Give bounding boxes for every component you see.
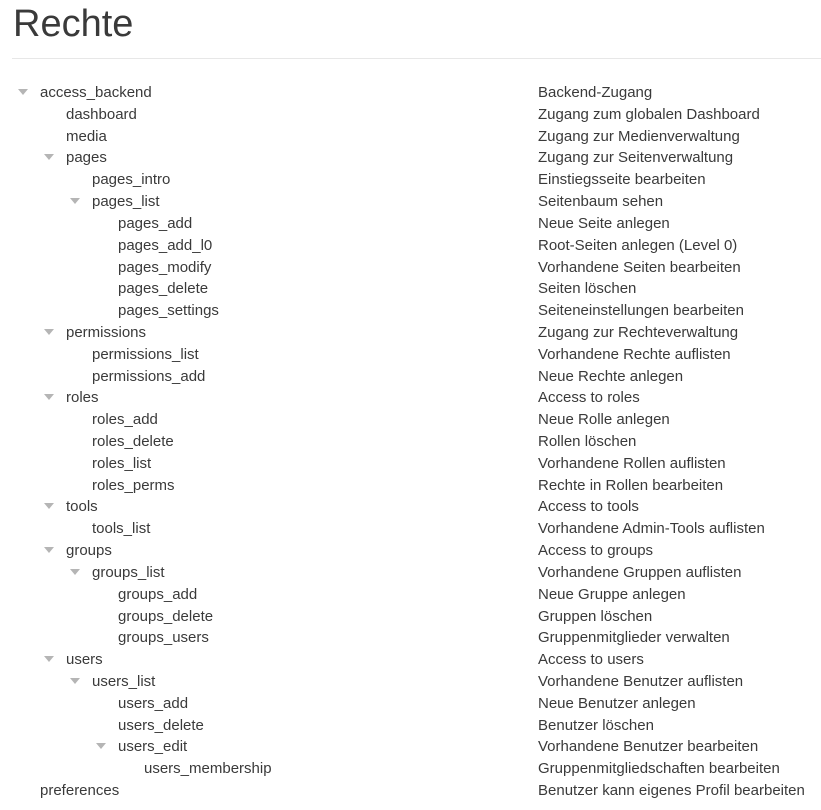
permission-description: Vorhandene Benutzer auflisten (538, 672, 744, 690)
permission-description: Rollen löschen (538, 433, 637, 450)
permission-description: Access to roles (538, 389, 640, 407)
permission-name[interactable]: access_backend (40, 84, 152, 101)
permission-row (0, 606, 821, 628)
collapse-triangle-icon[interactable] (44, 387, 66, 409)
collapse-triangle-icon[interactable] (18, 82, 40, 104)
permission-name[interactable]: roles (66, 389, 99, 407)
permission-row (0, 518, 821, 540)
collapse-triangle-icon (70, 475, 92, 497)
permission-row (0, 344, 821, 366)
collapse-triangle-icon (18, 780, 40, 802)
permission-name[interactable]: tools_list (92, 520, 151, 538)
permission-row (0, 387, 821, 409)
permission-tree-cell (0, 584, 821, 606)
permission-row (0, 278, 821, 300)
permission-tree-cell (0, 606, 821, 628)
permission-row (0, 82, 821, 104)
permission-row (0, 584, 821, 606)
collapse-triangle-icon (96, 606, 118, 628)
permission-name[interactable]: permissions_list (92, 345, 199, 363)
permission-name[interactable]: users_delete (118, 716, 204, 734)
collapse-triangle-icon (70, 366, 92, 388)
permission-description: Access to groups (538, 542, 654, 560)
permission-description: Rechte in Rollen bearbeiten (538, 476, 724, 494)
permission-name[interactable]: pages_settings (118, 302, 219, 320)
permission-row (0, 649, 821, 671)
permission-row (0, 496, 821, 518)
permission-name[interactable]: groups_delete (118, 607, 214, 625)
permission-row (0, 562, 821, 584)
permission-name[interactable]: pages (66, 149, 107, 167)
permission-row (0, 540, 821, 562)
permission-name[interactable]: pages_delete (118, 280, 209, 298)
permission-description: Neue Rolle anlegen (538, 411, 670, 429)
permission-description: Gruppenmitgliedschaften bearbeiten (538, 760, 780, 778)
permission-description: Neue Gruppe anlegen (538, 585, 686, 603)
permission-name[interactable]: pages_intro (92, 171, 171, 189)
permission-name[interactable]: tools (66, 498, 98, 516)
permission-name[interactable]: users_add (118, 694, 189, 712)
permission-tree-cell (0, 540, 821, 562)
permission-row (0, 736, 821, 758)
collapse-triangle-icon (70, 169, 92, 191)
permission-name[interactable]: users_edit (118, 738, 188, 756)
collapse-triangle-icon[interactable] (70, 562, 92, 584)
collapse-triangle-icon (96, 257, 118, 279)
collapse-triangle-icon (96, 693, 118, 715)
collapse-triangle-icon[interactable] (44, 322, 66, 344)
permission-description: Vorhandene Rollen auflisten (538, 454, 726, 472)
permission-row (0, 366, 821, 388)
collapse-triangle-icon (96, 627, 118, 649)
permission-description: Zugang zur Rechteverwaltung (538, 323, 739, 341)
permission-tree-cell (0, 387, 821, 409)
collapse-triangle-icon[interactable] (44, 540, 66, 562)
permission-tree-cell (0, 715, 821, 737)
permission-description: Backend-Zugang (538, 84, 653, 101)
permission-row (0, 235, 821, 257)
permission-description: Vorhandene Gruppen auflisten (538, 563, 742, 581)
permission-tree-cell (0, 496, 821, 518)
permission-tree-cell (0, 366, 821, 388)
permission-name[interactable]: roles_list (92, 454, 152, 472)
collapse-triangle-icon[interactable] (44, 147, 66, 169)
collapse-triangle-icon (70, 453, 92, 475)
permission-tree-cell (0, 213, 821, 235)
permission-row (0, 191, 821, 213)
collapse-triangle-icon (96, 213, 118, 235)
permission-row (0, 627, 821, 649)
collapse-triangle-icon[interactable] (44, 649, 66, 671)
collapse-triangle-icon (96, 278, 118, 300)
permission-name[interactable]: users_membership (144, 760, 272, 778)
collapse-triangle-icon[interactable] (44, 496, 66, 518)
permission-tree-cell (0, 278, 821, 300)
permission-name[interactable]: users (66, 651, 103, 669)
permission-description: Neue Benutzer anlegen (538, 694, 696, 712)
permission-row (0, 409, 821, 431)
permission-description: Access to users (538, 651, 644, 669)
permission-row (0, 475, 821, 497)
collapse-triangle-icon (44, 126, 66, 148)
permission-description: Zugang zum globalen Dashboard (538, 105, 760, 123)
collapse-triangle-icon (96, 235, 118, 257)
collapse-triangle-icon (122, 758, 144, 780)
permission-description: Neue Rechte anlegen (538, 367, 684, 385)
permission-description: Gruppenmitglieder verwalten (538, 629, 730, 647)
collapse-triangle-icon[interactable] (96, 736, 118, 758)
permission-name[interactable]: roles_delete (92, 433, 174, 450)
permission-row (0, 169, 821, 191)
permission-description: Seiteneinstellungen bearbeiten (538, 302, 744, 320)
permission-description: Gruppen löschen (538, 607, 653, 625)
permission-name[interactable]: pages_add_l0 (118, 236, 213, 254)
permission-tree-cell (0, 191, 821, 213)
permission-description: Vorhandene Rechte auflisten (538, 345, 731, 363)
permission-tree-cell (0, 693, 821, 715)
permission-description: Benutzer löschen (538, 716, 654, 734)
permission-description: Seitenbaum sehen (538, 193, 664, 211)
permission-name[interactable]: groups_list (92, 563, 165, 581)
permission-name[interactable]: permissions (66, 323, 147, 341)
collapse-triangle-icon[interactable] (70, 671, 92, 693)
permission-name[interactable]: groups_users (118, 629, 209, 647)
permissions-tree (0, 82, 821, 802)
permission-name[interactable]: pages_modify (118, 258, 212, 276)
permission-name[interactable]: preferences (40, 782, 120, 799)
permission-tree-cell (0, 82, 821, 104)
permission-row (0, 126, 821, 148)
permission-name[interactable]: groups (66, 542, 112, 560)
collapse-triangle-icon (44, 104, 66, 126)
permission-name[interactable]: dashboard (66, 105, 137, 123)
permission-description: Root-Seiten anlegen (Level 0) (538, 236, 738, 254)
collapse-triangle-icon (70, 518, 92, 540)
permission-row (0, 257, 821, 279)
permission-name[interactable]: users_list (92, 672, 156, 690)
permission-description: Neue Seite anlegen (538, 214, 670, 232)
collapse-triangle-icon (70, 431, 92, 453)
permission-tree-cell (0, 649, 821, 671)
permission-description: Vorhandene Seiten bearbeiten (538, 258, 741, 276)
permission-name[interactable]: groups_add (118, 585, 198, 603)
permission-name[interactable]: roles_perms (92, 476, 175, 494)
collapse-triangle-icon[interactable] (70, 191, 92, 213)
permission-row (0, 213, 821, 235)
collapse-triangle-icon (70, 409, 92, 431)
permission-description: Zugang zur Medienverwaltung (538, 127, 740, 145)
permission-row (0, 758, 821, 780)
collapse-triangle-icon (70, 344, 92, 366)
permission-row (0, 671, 821, 693)
permission-description: Vorhandene Admin-Tools auflisten (538, 520, 765, 538)
page-title: Rechte (13, 3, 134, 45)
permission-row (0, 104, 821, 126)
header-divider (12, 58, 821, 59)
permission-row (0, 147, 821, 169)
permission-name[interactable]: media (66, 127, 107, 145)
permission-row (0, 715, 821, 737)
permission-tree-cell (0, 431, 821, 453)
permission-description: Benutzer kann eigenes Profil bearbeiten (538, 782, 805, 799)
permission-description: Einstiegsseite bearbeiten (538, 171, 706, 189)
permission-row (0, 300, 821, 322)
permission-name[interactable]: pages_list (92, 193, 160, 211)
permission-description: Seiten löschen (538, 280, 637, 298)
permission-name[interactable]: pages_add (118, 214, 193, 232)
permission-row (0, 453, 821, 475)
permission-name[interactable]: permissions_add (92, 367, 206, 385)
permission-description: Vorhandene Benutzer bearbeiten (538, 738, 759, 756)
permission-description: Access to tools (538, 498, 639, 516)
permission-row (0, 780, 821, 802)
permission-description: Zugang zur Seitenverwaltung (538, 149, 734, 167)
permission-row (0, 693, 821, 715)
permission-name[interactable]: roles_add (92, 411, 158, 429)
collapse-triangle-icon (96, 584, 118, 606)
permission-tree-cell (0, 409, 821, 431)
collapse-triangle-icon (96, 715, 118, 737)
collapse-triangle-icon (96, 300, 118, 322)
permission-row (0, 431, 821, 453)
permission-row (0, 322, 821, 344)
